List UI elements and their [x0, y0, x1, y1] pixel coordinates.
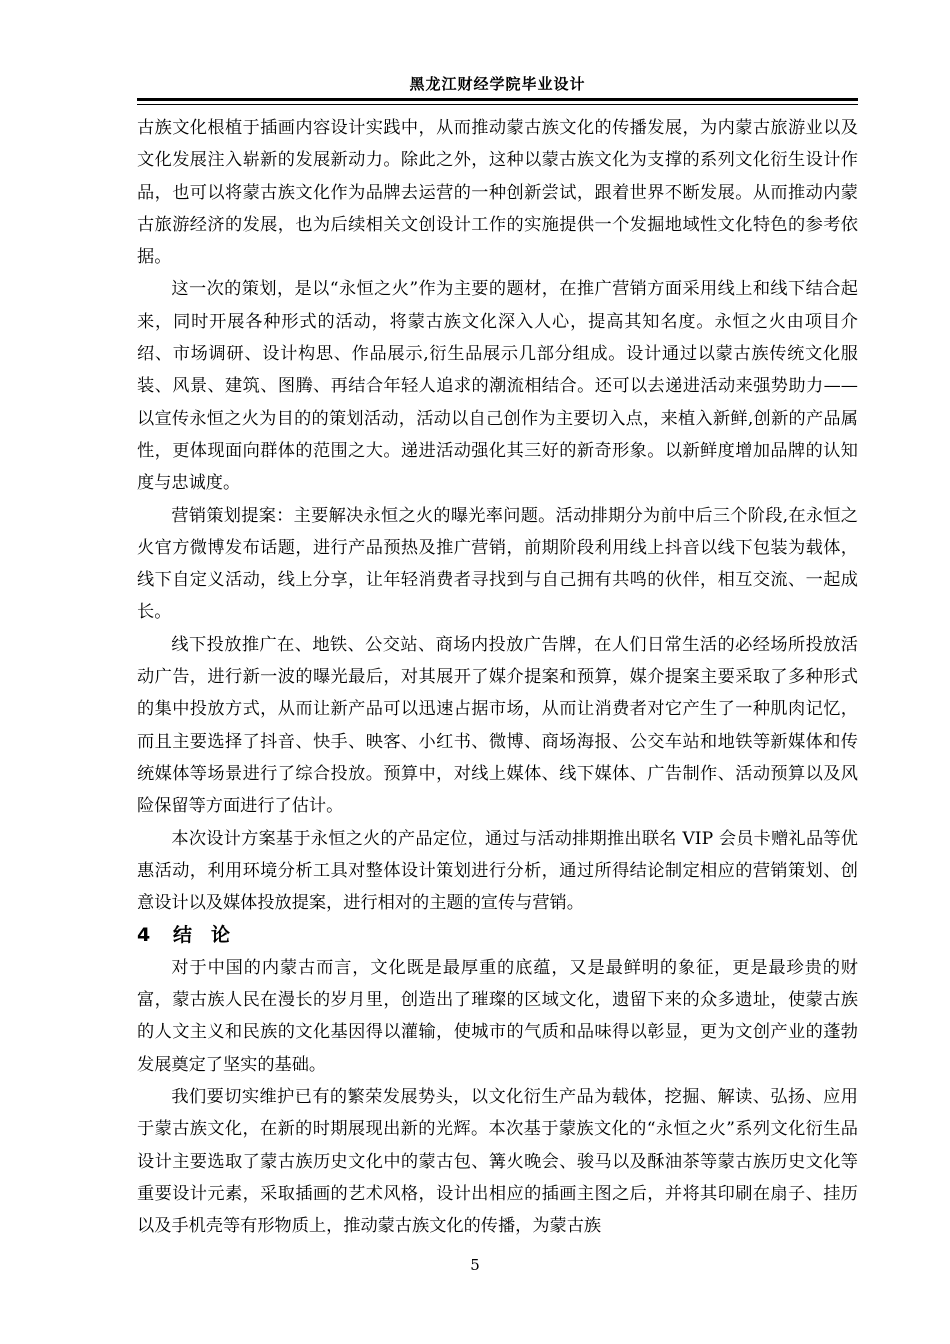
- body-paragraph: 我们要切实维护已有的繁荣发展势头，以文化衍生产品为载体，挖掘、解读、弘扬、应用于蒙古族文化，在新的时期展现出新的光辉。本次基于蒙族文化的“永恒之火”系列文化衍生品设计主要选取了蒙古族历史文化中的蒙古包、篝火晚会、骏马以及酥油茶等蒙古族历史文化等重要设计元素，采取插画的艺术风格，设计出相应的插画主图之后，并将其印刷在扇子、挂历以及手机壳等有形物质上，推动蒙古族文化的传播，为蒙古族: [137, 1086, 858, 1237]
- body-paragraph: 营销策划提案：主要解决永恒之火的曝光率问题。活动排期分为前中后三个阶段,在永恒之火官方微博发布话题，进行产品预热及推广营销，前期阶段利用线上抖音以线下包装为载体，线下自定义活动，线上分享，让年轻消费者寻找到与自己拥有共鸣的伙伴，相互交流、一起成长。: [137, 505, 858, 623]
- body-paragraph: 本次设计方案基于永恒之火的产品定位，通过与活动排期推出联名 VIP 会员卡赠礼品等优惠活动，利用环境分析工具对整体设计策划进行分析，通过所得结论制定相应的营销策划、创意设计以及媒体投放提案，进行相对的主题的宣传与营销。: [137, 828, 858, 914]
- body-paragraph: 线下投放推广在、地铁、公交站、商场内投放广告牌，在人们日常生活的必经场所投放活动广告，进行新一波的曝光最后，对其展开了媒介提案和预算，媒介提案主要采取了多种形式的集中投放方式，从而让新产品可以迅速占据市场，从而让消费者对它产生了一种肌肉记忆，而且主要选择了抖音、快手、映客、小红书、微博、商场海报、公交车站和地铁等新媒体和传统媒体等场景进行了综合投放。预算中，对线上媒体、线下媒体、广告制作、活动预算以及风险保留等方面进行了估计。: [137, 634, 858, 817]
- body-paragraph: 古族文化根植于插画内容设计实践中，从而推动蒙古族文化的传播发展，为内蒙古旅游业以及文化发展注入崭新的发展新动力。除此之外，这种以蒙古族文化为支撑的系列文化衍生设计作品，也可以将蒙古族文化作为品牌去运营的一种创新尝试，跟着世界不断发展。从而推动内蒙古旅游经济的发展，也为后续相关文创设计工作的实施提供一个发掘地域性文化特色的参考依据。: [137, 118, 858, 268]
- document-body: [137, 112, 858, 1242]
- body-paragraph: 这一次的策划，是以“永恒之火”作为主要的题材，在推广营销方面采用线上和线下结合起来，同时开展各种形式的活动，将蒙古族文化深入人心，提高其知名度。永恒之火由项目介绍、市场调研、设计构思、作品展示,衍生品展示几部分组成。设计通过以蒙古族传统文化服装、风景、建筑、图腾、再结合年轻人追求的潮流相结合。还可以去递进活动来强势助力——以宣传永恒之火为目的的策划活动，活动以自己创作为主要切入点，来植入新鲜,创新的产品属性，更体现面向群体的范围之大。递进活动强化其三好的新奇形象。以新鲜度增加品牌的认知度与忠诚度。: [137, 279, 858, 494]
- section-number: 4: [137, 924, 151, 947]
- section-title: 结 论: [173, 924, 231, 947]
- body-paragraph: 对于中国的内蒙古而言，文化既是最厚重的底蕴，又是最鲜明的象征，更是最珍贵的财富，蒙古族人民在漫长的岁月里，创造出了璀璨的区域文化，遗留下来的众多遗址，使蒙古族的人文主义和民族的文化基因得以灌输，使城市的气质和品味得以彰显，更为文创产业的蓬勃发展奠定了坚实的基础。: [137, 957, 858, 1075]
- page-number: 5: [470, 1256, 480, 1274]
- header-rule-thin: [137, 104, 858, 105]
- page-header-title: 黑龙江财经学院毕业设计: [409, 75, 586, 93]
- header-rule-thick: [137, 98, 858, 101]
- section-heading: [137, 919, 858, 951]
